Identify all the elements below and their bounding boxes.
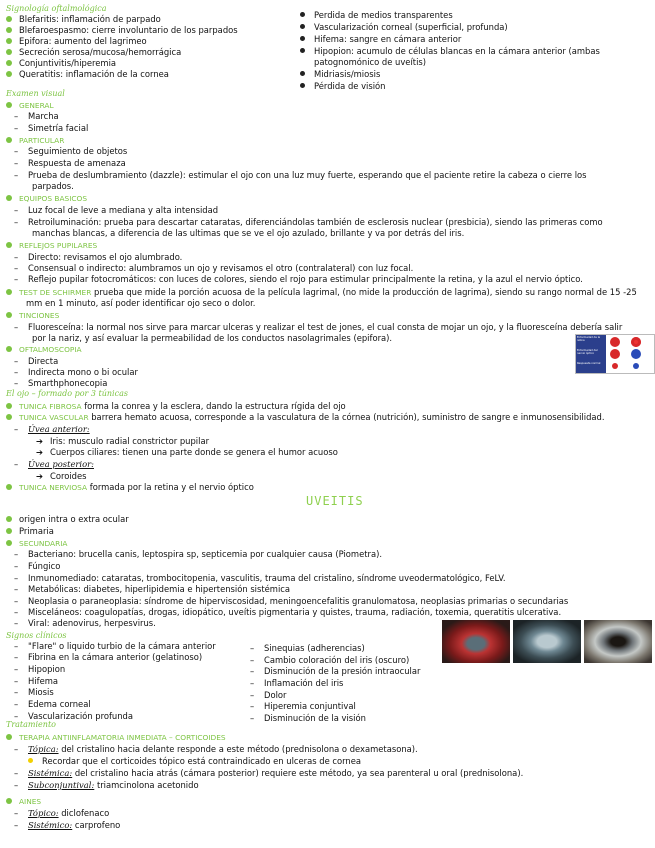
list-item: Dolor — [264, 690, 287, 700]
aines-sistemico-text: carprofeno — [72, 820, 121, 830]
bullet-icon — [6, 289, 12, 295]
arrow-right-icon: ➔ — [36, 436, 44, 446]
bullet-icon — [6, 403, 12, 409]
tunica-fibrosa-label: TUNICA FIBROSA — [19, 402, 82, 411]
list-item: Vascularización corneal (superficial, profunda) — [314, 22, 508, 32]
bullet-icon — [6, 414, 12, 420]
list-item: Retroiluminación: prueba para descartar cataratas, diferenciándolas también de esclerosis nuclear (presbicia), siendo las primeras como — [28, 217, 603, 227]
arrow-right-icon: ➔ — [36, 447, 44, 457]
uvea-anterior-label: Úvea anterior: — [28, 424, 90, 434]
ojo-heading: El ojo – formado por 3 túnicas — [6, 389, 128, 398]
list-item: Disminución de la visión — [264, 713, 366, 723]
list-item: Miosis — [28, 687, 54, 697]
list-item: Marcha — [28, 111, 59, 121]
bullet-icon — [300, 12, 305, 17]
bullet-icon — [6, 137, 12, 143]
uvea-posterior-label: Úvea posterior: — [28, 459, 94, 469]
list-item: Luz focal de leve a mediana y alta intensidad — [28, 205, 219, 215]
topica-text: del cristalino hacia delante responde a este método (prednisolona o dexametasona). — [58, 744, 418, 754]
list-item: Seguimiento de objetos — [28, 146, 128, 156]
recordar-note: Recordar que el corticoides tópico está contraindicado en ulceras de cornea — [42, 756, 361, 766]
blue-light-dot — [631, 349, 641, 359]
list-item-continuation: manchas blancas, a diferencia de las ultimas que se ve el ojo azulado, brillante y va por detrás del iris. — [32, 228, 465, 238]
particular-label: PARTICULAR — [19, 136, 65, 145]
bullet-icon — [6, 540, 12, 546]
bullet-icon — [300, 48, 305, 53]
list-item: Fibrina en la cámara anterior (gelatinoso) — [28, 652, 203, 662]
subconjuntival-text: triamcinolona acetonido — [94, 780, 199, 790]
list-item: origen intra o extra ocular — [19, 514, 129, 524]
list-item: Cuerpos ciliares: tienen una parte donde se genera el humor acuoso — [50, 447, 338, 457]
bullet-icon — [6, 798, 12, 804]
pupil-reflex-table — [575, 334, 655, 374]
list-item-continuation: parpados. — [32, 181, 74, 191]
list-item: Directa — [28, 356, 59, 366]
list-item: Inmunomediado: cataratas, trombocitopenia, vasculitis, trauma del cristalino, síndrome uveodermatológico, FeLV. — [28, 573, 506, 583]
list-item: Iris: musculo radial constrictor pupilar — [50, 436, 210, 446]
list-item-continuation: patognomónico de uveítis) — [314, 57, 427, 67]
bullet-icon — [300, 36, 305, 41]
secundaria-label: SECUNDARIA — [19, 539, 68, 548]
list-item: Viral: adenovirus, herpesvirus. — [28, 618, 156, 628]
list-item: Hifema: sangre en cámara anterior — [314, 34, 462, 44]
red-light-dot — [610, 337, 620, 347]
list-item: Reflejo pupilar fotocromáticos: con luces de colores, siendo el rojo para estimular principalmente la retina, y la azul el nervio óptico. — [28, 274, 583, 284]
tunica-nerviosa-label: TUNICA NERVIOSA — [19, 483, 88, 492]
terapia-label: TERAPIA ANTIINFLAMATORIA INMEDIATA – CORTICOIDES — [19, 733, 226, 742]
list-item: Consensual o indirecto: alumbramos un ojo y revisamos el otro (contralateral) con luz focal. — [28, 263, 414, 273]
aines-sistemico-label: Sistémico: — [28, 820, 73, 830]
oftalmoscopia-label: OFTALMOSCOPIA — [19, 345, 82, 354]
arrow-right-icon: ➔ — [36, 471, 44, 481]
bullet-icon — [6, 60, 12, 66]
schirmer-text: prueba que mide la porción acuosa de la película lagrimal, (no mide la producción de lagrima), siendo su rango normal de 15 -25 — [91, 287, 637, 297]
equipos-label: EQUIPOS BASICOS — [19, 194, 88, 203]
list-item: Fluoresceína: la normal nos sirve para marcar ulceras y realizar el test de jones, el cual consta de mojar un ojo, y la fluoresceína debería salir — [28, 322, 623, 332]
list-item: Simetría facial — [28, 123, 89, 133]
list-item: Fúngico — [28, 561, 61, 571]
eye-photo — [513, 620, 581, 663]
aines-topico-text: diclofenaco — [58, 808, 110, 818]
eye-photo — [442, 620, 510, 663]
list-item: Conjuntivitis/hiperemia — [19, 58, 117, 68]
bullet-icon — [300, 24, 305, 29]
bullet-icon — [6, 38, 12, 44]
bullet-icon — [6, 528, 12, 534]
list-item: Queratitis: inflamación de la cornea — [19, 69, 169, 79]
signos-heading: Signos clínicos — [6, 631, 67, 640]
list-item: Epifora: aumento del lagrimeo — [19, 36, 147, 46]
list-item: Inflamación del iris — [264, 678, 344, 688]
list-item: Respuesta de amenaza — [28, 158, 126, 168]
bullet-icon — [6, 312, 12, 318]
list-item: Hipopion — [28, 664, 66, 674]
uveitis-title: UVEITIS — [306, 494, 364, 508]
list-item: Metabólicas: diabetes, hiperlipidemia e hipertensión sistémica — [28, 584, 291, 594]
subconjuntival-label: Subconjuntival: — [28, 780, 95, 790]
list-item: Prueba de deslumbramiento (dazzle): estimular el ojo con una luz muy fuerte, esperando que el paciente retire la cabeza o cierre los — [28, 170, 587, 180]
aines-topico-label: Tópico: — [28, 808, 59, 818]
sistemica-text: del cristalino hacia atrás (cámara posterior) requiere este método, ya sea parenteral u oral (prednisolona). — [72, 768, 524, 778]
table-label-retina: Enfermedad de la retina — [577, 336, 601, 342]
red-light-dot — [631, 337, 641, 347]
bullet-icon — [6, 195, 12, 201]
list-item: Pérdida de visión — [314, 81, 386, 91]
list-item: Hifema — [28, 676, 59, 686]
table-label-normal: Respuesta normal — [577, 362, 601, 365]
tunica-fibrosa-text: forma la conrea y la esclera, dando la estructura rígida del ojo — [81, 401, 346, 411]
list-item: Primaria — [19, 526, 54, 536]
list-item: Blefaritis: inflamación de parpado — [19, 14, 161, 24]
list-item: Directo: revisamos el ojo alumbrado. — [28, 252, 183, 262]
bullet-icon — [28, 758, 33, 763]
bullet-icon — [6, 516, 12, 522]
list-item: Indirecta mono o bi ocular — [28, 367, 138, 377]
list-item: Edema corneal — [28, 699, 91, 709]
bullet-icon — [6, 49, 12, 55]
list-item: Bacteriano: brucella canis, leptospira sp, septicemia por cualquier causa (Piometra). — [28, 549, 383, 559]
list-item: Cambio coloración del iris (oscuro) — [264, 655, 410, 665]
list-item: Sinequias (adherencias) — [264, 643, 365, 653]
blue-light-dot — [633, 363, 639, 369]
bullet-icon — [300, 83, 305, 88]
eye-photo — [584, 620, 652, 663]
schirmer-text-continuation: mm en 1 minuto, así poder identificar ojo seco o dolor. — [26, 298, 256, 308]
bullet-icon — [6, 242, 12, 248]
list-item: Neoplasia o paraneoplasia: síndrome de hiperviscosidad, meningoencefalitis granulomatosa, neoplasias primarias o secundarias — [28, 596, 569, 606]
list-item: Blefaroespasmo: cierre involuntario de los parpados — [19, 25, 238, 35]
tunica-nerviosa-text: formada por la retina y el nervio óptico — [87, 482, 254, 492]
list-item: Vascularización profunda — [28, 711, 133, 721]
tunica-vascular-text: barrera hemato acuosa, corresponde a la vasculatura de la córnea (nutrición), suministro de sangre e inmunosensibilidad. — [88, 412, 605, 422]
list-item: Misceláneos: coagulopatías, drogas, idiopático, uveítis pigmentaria y quistes, trauma, radiación, toxemia, queratitis ulcerativa. — [28, 607, 562, 617]
list-item-continuation: por la nariz, y así evaluar la permeabilidad de los conductos nasolagrimales (epifora). — [32, 333, 393, 343]
list-item: Perdida de medios transparentes — [314, 10, 453, 20]
bullet-icon — [300, 71, 305, 76]
list-item: Smarthphonecopia — [28, 378, 108, 388]
red-light-dot — [610, 349, 620, 359]
topica-label: Tópica: — [28, 744, 59, 754]
bullet-icon — [6, 16, 12, 22]
bullet-icon — [6, 27, 12, 33]
aines-label: AINES — [19, 797, 42, 806]
tunica-vascular-label: TUNICA VASCULAR — [19, 413, 89, 422]
examen-heading: Examen visual — [6, 89, 65, 98]
tratamiento-heading: Tratamiento — [6, 720, 56, 729]
list-item: "Flare" o liquido turbio de la cámara anterior — [28, 641, 216, 651]
bullet-icon — [6, 484, 12, 490]
list-item: Secreción serosa/mucosa/hemorrágica — [19, 47, 182, 57]
general-label: GENERAL — [19, 101, 54, 110]
signologia-heading: Signología oftalmológica — [6, 4, 107, 13]
bullet-icon — [6, 71, 12, 77]
list-item: Coroides — [50, 471, 87, 481]
list-item: Midriasis/miosis — [314, 69, 381, 79]
tinciones-label: TINCIONES — [19, 311, 60, 320]
list-item: Disminución de la presión intraocular — [264, 666, 421, 676]
uveitis-eye-photos — [442, 620, 652, 663]
bullet-icon — [6, 102, 12, 108]
list-item: Hipopion: acumulo de células blancas en la cámara anterior (ambas — [314, 46, 600, 56]
bullet-icon — [6, 346, 12, 352]
bullet-icon — [6, 734, 12, 740]
sistemica-label: Sistémica: — [28, 768, 73, 778]
schirmer-label: TEST DE SCHIRMER — [19, 288, 92, 297]
table-label-nervio: Enfermedad del nervio óptico — [577, 349, 598, 355]
list-item: Hiperemia conjuntival — [264, 701, 356, 711]
red-light-dot — [612, 363, 618, 369]
reflejos-label: REFLEJOS PUPILARES — [19, 241, 98, 250]
